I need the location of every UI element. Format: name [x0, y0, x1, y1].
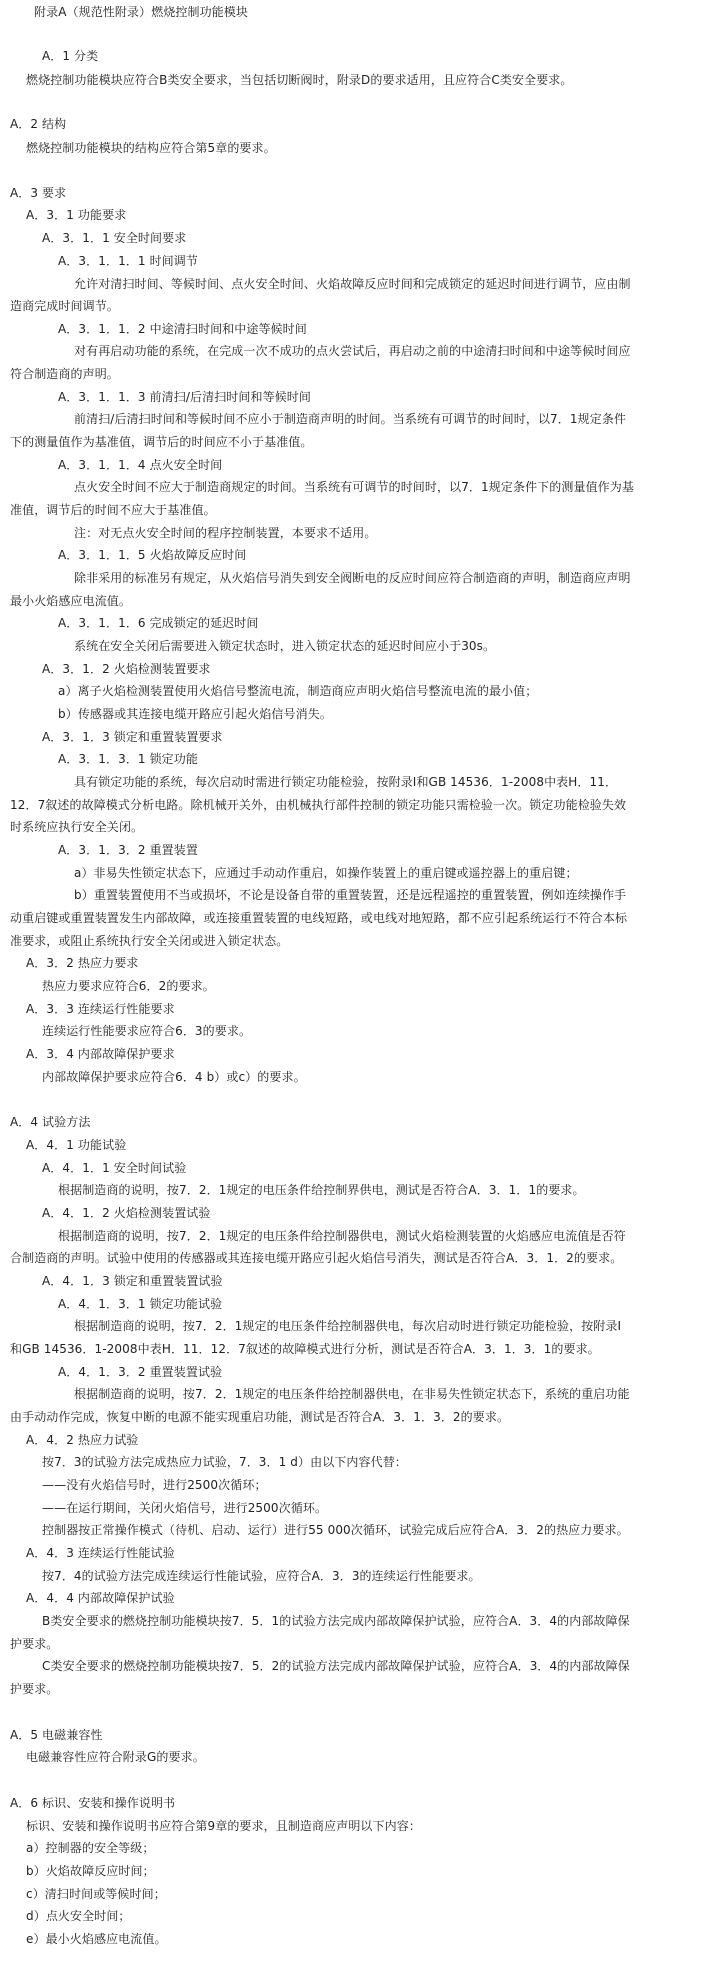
text-line: 和GB 14536．1-2008中表H．11．12．7叙述的故障模式进行分析，测试是否符合A．3．1．3．1的要求。	[10, 1342, 600, 1356]
text-line: 符合制造商的声明。	[10, 367, 119, 381]
text-line: 允许对清扫时间、等候时间、点火安全时间、火焰故障反应时间和完成锁定的延迟时间进行调节，应由制	[74, 277, 631, 291]
text-line: A．4．3 连续运行性能试验	[26, 1546, 175, 1560]
text-line: A．3．4 内部故障保护要求	[26, 1047, 175, 1061]
text-line: 动重启键或重置装置发生内部故障，或连接重置装置的电线短路，或电线对地短路，都不应引起系统运行不符合本标	[10, 911, 628, 925]
text-line: ——没有火焰信号时，进行2500次循环；	[42, 1478, 267, 1492]
text-line: 控制器按正常操作模式（待机、启动、运行）进行55 000次循环，试验完成后应符合A．3．2的热应力要求。	[42, 1523, 629, 1537]
text-line: A．3．3 连续运行性能要求	[26, 1002, 175, 1016]
text-line: a）非易失性锁定状态下，应通过手动动作重启，如操作装置上的重启键或遥控器上的重启键；	[74, 866, 578, 880]
text-line: A．4．2 热应力试验	[26, 1433, 139, 1447]
text-line: 根据制造商的说明，按7．2．1规定的电压条件给控制器供电，每次启动时进行锁定功能检验，按附录Ⅰ	[74, 1319, 622, 1333]
text-line: b）重置装置使用不当或损坏，不论是设备自带的重置装置，还是远程遥控的重置装置，例如连续操作手	[74, 888, 627, 902]
text-line: A．4．1．1 安全时间试验	[42, 1161, 187, 1175]
text-line: 除非采用的标准另有规定，从火焰信号消失到安全阀断电的反应时间应符合制造商的声明，制造商应声明	[74, 571, 631, 585]
text-line: A．3．1．3 锁定和重置装置要求	[42, 730, 223, 744]
text-line: ——在运行期间，关闭火焰信号，进行2500次循环。	[42, 1501, 328, 1515]
text-line: A．4．4 内部故障保护试验	[26, 1591, 175, 1605]
text-line: 根据制造商的说明，按7．2．1规定的电压条件给控制器供电，在非易失性锁定状态下，系统的重启功能	[74, 1387, 630, 1401]
text-line: A．3．1．1．6 完成锁定的延迟时间	[58, 616, 259, 630]
text-line: 最小火焰感应电流值。	[10, 594, 132, 608]
text-line: 根据制造商的说明，按7．2．1规定的电压条件给控制界供电，测试是否符合A．3．1．1的要求。	[58, 1183, 585, 1197]
text-line: A．6 标识、安装和操作说明书	[10, 1796, 176, 1810]
text-line: 标识、安装和操作说明书应符合第9章的要求，且制造商应声明以下内容：	[26, 1819, 421, 1833]
text-line: 合制造商的声明。试验中使用的传感器或其连接电缆开路应引起火焰信号消失，测试是否符合A．3．1．2的要求。	[10, 1251, 623, 1265]
text-line: A．3．1．1．5 火焰故障反应时间	[58, 548, 247, 562]
text-line: 时系统应执行安全关闭。	[10, 820, 144, 834]
text-line: 12．7叙述的故障模式分析电路。除机械开关外，由机械执行部件控制的锁定功能只需检验一次。锁定功能检验失效	[10, 798, 627, 812]
text-line: A．2 结构	[10, 117, 67, 131]
text-line: 根据制造商的说明，按7．2．1规定的电压条件给控制器供电，测试火焰检测装置的火焰感应电流值是否符	[58, 1229, 626, 1243]
text-line: a）离子火焰检测装置使用火焰信号整流电流，制造商应声明火焰信号整流电流的最小值；	[58, 684, 538, 698]
text-line: A．4．1．3．1 锁定功能试验	[58, 1297, 223, 1311]
text-line: A．4．1．3．2 重置装置试验	[58, 1365, 223, 1379]
text-line: 燃烧控制功能模块的结构应符合第5章的要求。	[26, 141, 276, 155]
text-line: A．3．1．3．1 锁定功能	[58, 752, 198, 766]
text-line: a）控制器的安全等级；	[26, 1841, 155, 1855]
text-line: b）传感器或其连接电缆开路应引起火焰信号消失。	[58, 707, 332, 721]
text-line: 内部故障保护要求应符合6．4 b）或c）的要求。	[42, 1070, 306, 1084]
text-line: 造商完成时间调节。	[10, 299, 119, 313]
text-line: 护要求。	[10, 1682, 59, 1696]
text-line: 电磁兼容性应符合附录G的要求。	[26, 1750, 205, 1764]
text-line: b）火焰故障反应时间；	[26, 1864, 155, 1878]
text-line: A．3．1．1．4 点火安全时间	[58, 458, 223, 472]
text-line: A．3．1．2 火焰检测装置要求	[42, 662, 211, 676]
text-line: 点火安全时间不应大于制造商规定的时间。当系统有可调节的时间时，以7．1规定条件下的测量值作为基	[74, 480, 634, 494]
text-line: A．3．1．1．3 前清扫/后清扫时间和等候时间	[58, 390, 312, 404]
text-line: A．3．1．1．2 中途清扫时间和中途等候时间	[58, 322, 307, 336]
text-line: 按7．3的试验方法完成热应力试验，7．3．1 d）由以下内容代替：	[42, 1455, 407, 1469]
text-line: A．5 电磁兼容性	[10, 1728, 103, 1742]
text-line: 由手动动作完成，恢复中断的电源不能实现重启功能，测试是否符合A．3．1．3．2的要求。	[10, 1410, 510, 1424]
text-line: A．4．1．2 火焰检测装置试验	[42, 1206, 211, 1220]
text-line: 燃烧控制功能模块应符合B类安全要求，当包括切断阀时，附录D的要求适用，且应符合C类安全要求。	[26, 73, 573, 87]
text-line: A．3．1 功能要求	[26, 208, 127, 222]
text-line: 按7．4的试验方法完成连续运行性能试验，应符合A．3．3的连续运行性能要求。	[42, 1569, 481, 1583]
text-line: A．3．1．3．2 重置装置	[58, 843, 198, 857]
text-line: 对有再启动功能的系统，在完成一次不成功的点火尝试后，再启动之前的中途清扫时间和中途等候时间应	[74, 344, 631, 358]
text-line: 准值，调节后的时间不应大于基准值。	[10, 503, 216, 517]
text-line: A．3 要求	[10, 186, 67, 200]
text-line: 注：对无点火安全时间的程序控制装置，本要求不适用。	[74, 526, 377, 540]
text-line: 连续运行性能要求应符合6．3的要求。	[42, 1024, 252, 1038]
text-line: e）最小火焰感应电流值。	[26, 1932, 167, 1946]
text-line: 热应力要求应符合6．2的要求。	[42, 979, 215, 993]
text-line: A．1 分类	[42, 49, 99, 63]
text-line: A．3．2 热应力要求	[26, 956, 139, 970]
text-line: A．4 试验方法	[10, 1115, 91, 1129]
text-line: 系统在安全关闭后需要进入锁定状态时，进入锁定状态的延迟时间应小于30s。	[74, 639, 496, 653]
text-line: 护要求。	[10, 1637, 59, 1651]
text-line: A．3．1．1 安全时间要求	[42, 231, 187, 245]
text-line: 具有锁定功能的系统，每次启动时需进行锁定功能检验，按附录Ⅰ和GB 14536．1-2008中表H．11．	[74, 775, 618, 789]
text-line: 附录A（规范性附录）燃烧控制功能模块	[34, 5, 249, 19]
text-line: B类安全要求的燃烧控制功能模块按7．5．1的试验方法完成内部故障保护试验，应符合A．3．4的内部故障保	[42, 1614, 630, 1628]
text-line: A．4．1．3 锁定和重置装置试验	[42, 1274, 223, 1288]
text-line: 前清扫/后清扫时间和等候时间不应小于制造商声明的时间。当系统有可调节的时间时，以7．1规定条件	[74, 412, 627, 426]
text-line: c）清扫时间或等候时间；	[26, 1887, 166, 1901]
text-line: d）点火安全时间；	[26, 1909, 131, 1923]
text-line: A．4．1 功能试验	[26, 1138, 127, 1152]
text-line: C类安全要求的燃烧控制功能模块按7．5．2的试验方法完成内部故障保护试验，应符合A．3．4的内部故障保	[42, 1659, 630, 1673]
text-line: 下的测量值作为基准值，调节后的时间应不小于基准值。	[10, 435, 313, 449]
text-line: A．3．1．1．1 时间调节	[58, 254, 198, 268]
text-line: 准要求，或阻止系统执行安全关闭或进入锁定状态。	[10, 934, 289, 948]
